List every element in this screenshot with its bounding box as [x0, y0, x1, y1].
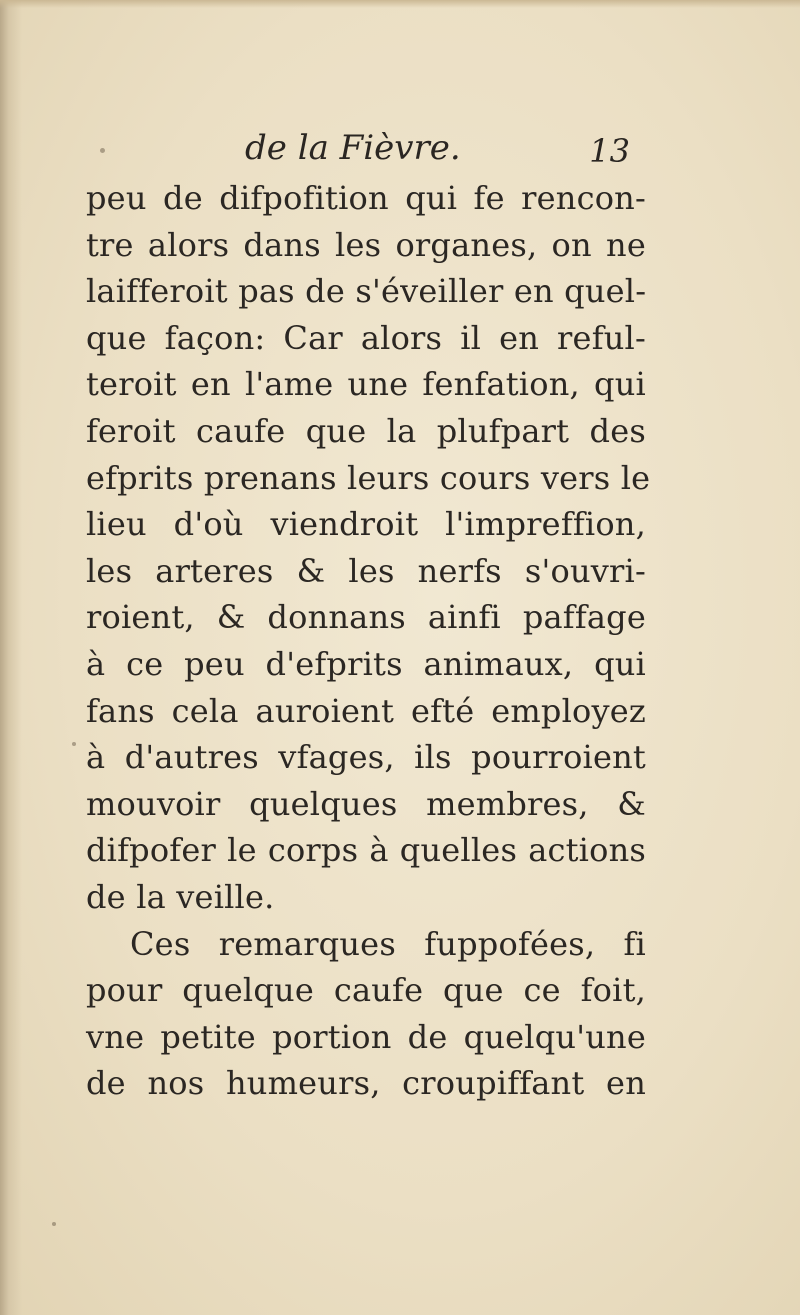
text-line: lieu d'où viendroit l'impreffion,	[86, 505, 646, 544]
body-text	[86, 175, 651, 1107]
gutter-shadow	[0, 0, 22, 1315]
running-head	[245, 128, 630, 178]
running-head-title: de la Fièvre.	[245, 128, 461, 168]
text-line: les arteres & les nerfs s'ouvri-	[86, 551, 646, 590]
text-line: teroit en l'ame une fenfation, qui	[86, 365, 646, 404]
paper-speck	[52, 1222, 56, 1226]
text-line: laifferoit pas de s'éveiller en quel-	[86, 272, 647, 311]
text-line: à ce peu d'efprits animaux, qui	[86, 644, 646, 683]
text-line: tre alors dans les organes, on ne	[86, 225, 646, 264]
text-line: de nos humeurs, croupiffant en	[86, 1064, 646, 1103]
text-line: pour quelque caufe que ce foit,	[86, 971, 646, 1010]
text-line: vne petite portion de quelqu'une	[86, 1017, 646, 1056]
text-line: de la veille.	[86, 877, 275, 916]
paper-speck	[72, 742, 76, 746]
text-line: peu de difpofition qui fe rencon-	[86, 179, 646, 217]
paper-speck	[100, 148, 105, 153]
text-line: à d'autres vfages, ils pourroient	[86, 738, 646, 777]
text-line-paragraph-start: Ces remarques fuppofées, fi	[130, 924, 646, 963]
top-edge-shadow	[0, 0, 800, 8]
text-line: difpofer le corps à quelles actions	[86, 831, 646, 870]
text-line: efprits prenans leurs cours vers le	[86, 458, 651, 497]
text-line: roient, & donnans ainfi paffage	[86, 598, 646, 637]
text-line: que façon: Car alors il en reful-	[86, 318, 646, 357]
text-line: fans cela auroient efté employez	[86, 691, 646, 730]
page-number: 13	[589, 132, 630, 170]
text-line: feroit caufe que la plufpart des	[86, 411, 646, 450]
text-line: mouvoir quelques membres, &	[86, 784, 646, 823]
